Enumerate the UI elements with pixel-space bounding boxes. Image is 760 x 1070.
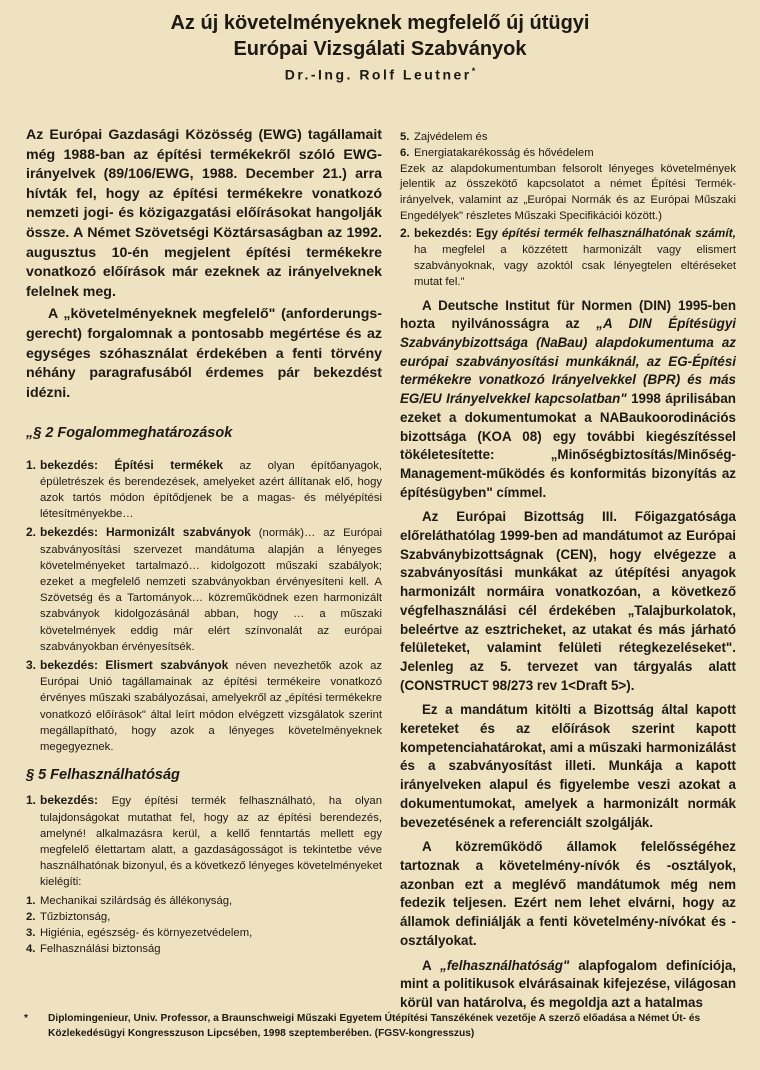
item-prefix: bekezdés:: [40, 657, 99, 672]
item-number: 6.: [400, 146, 410, 159]
item-text: Higiénia, egészség- és környezetvédelem,: [40, 926, 253, 939]
usability-list: [26, 792, 382, 890]
mandate-paragraph: Ez a mandátum kitölti a Bizottság által kapott kereteket és az előírások szerint kapott kompetenciahatárokat, ami a műszaki harmonizálást és a szabványosítást illeti. Munkája a kapott irányelveken alapul és figyelembe veszi azokat a dokumentumokat, amelyek a harmonizált normák bevezetésének a referenciált szolgálják.: [400, 702, 736, 830]
item-number: 1.: [26, 894, 36, 907]
item-prefix: bekezdés: Egy: [414, 225, 499, 240]
right-column: [400, 130, 736, 1013]
item-number: 5.: [400, 131, 410, 143]
item-text: Energiatakarékosság és hővédelem: [414, 146, 594, 159]
list-item: [26, 792, 382, 890]
item-text: az olyan építőanyagok, épületrészek és berendezések, amelyeket azért állítanak elő, hogy azok tartós módon építődjenek be a magas- és mélyépítési létesítményekbe…: [40, 459, 382, 521]
item-number: 2.: [400, 225, 411, 240]
item-prefix: bekezdés:: [40, 525, 99, 540]
item-term: Építési termékek: [114, 457, 223, 472]
usability-text-end: alapfogalom definíciója, mint a politikusok elvárásainak kifejezése, világosan körül van határolva, és megoldja azt a hatalmas: [400, 957, 736, 1010]
item-number: 1.: [26, 457, 37, 472]
usability-list-continued: [400, 225, 736, 291]
item-number: 1.: [26, 793, 37, 808]
list-item: [26, 457, 382, 523]
title-line-2: Európai Vizsgálati Szabványok: [233, 38, 527, 60]
author-line: [40, 66, 720, 83]
article-title: [40, 10, 720, 62]
title-line-1: Az új követelményeknek megfelelő új útügyi: [170, 12, 590, 34]
list-item: [26, 524, 382, 655]
item-text: Tűzbiztonság,: [40, 910, 111, 923]
item-number: 2.: [26, 525, 37, 540]
second-paragraph: A „követelményeknek megfelelő" (anforderungs-gerecht) forgalomnak a pontosabb megértése és az egységes szóhasználat érdekében a fenti törvény néhány paragrafusából érdemes pár bekezdést idézni.: [26, 306, 382, 401]
item-text: Zajvédelem és: [414, 131, 488, 143]
item-number: 2.: [26, 910, 36, 923]
list-item: [26, 925, 382, 941]
section-heading-usability: § 5 Felhasználhatóság: [26, 767, 180, 784]
usability-text-start: A: [422, 957, 432, 973]
section-heading-definitions: „§ 2 Fogalommeghatározások: [26, 425, 233, 442]
item-text: néven nevezhetők azok az Európai Unió tagállamainak az építési termékeire vonatkozó érvényes műszaki szabályozásai, amelyekről az „építési termékekre vonatkozó előírások" által leírt módon elvégzett vizsgálatok szerint megállapítható, hogy azok a lényeges követelményeknek megegyeznek.: [40, 659, 382, 753]
intro-paragraph: Az Európai Gazdasági Közösség (EWG) tagállamait még 1988-ban az építési termékekről szóló EWG-irányelvek (89/106/EWG, 1988. December 21.) arra hívták fel, hogy az építési termékekre vonatkozó nemzeti jogi- és közigazgatási előírásokat hangolják össze. A Német Szövetségi Köztársaságban az 1992. augusztus 10-én megjelent építési termékekre vonatkozó előírások már ezeknek az irányelveknek felelnek meg.: [26, 127, 382, 300]
item-prefix: bekezdés:: [40, 457, 99, 472]
requirements-list: [26, 893, 382, 957]
item-text: Egy építési termék felhasználható, ha olyan tulajdonságokat mutathat fel, hogy az az építési berendezés, amelyné! alkalmazásra kerül, a kellő fenntartás mellett egy megfelelő élettartam alatt, a gazdaságosságot is tekintetbe véve használhatónak bizonyul, és a következő lényeges követelményeket kielégíti:: [40, 795, 382, 889]
left-column: [26, 126, 382, 957]
item-text: Mechanikai szilárdság és állékonyság,: [40, 894, 233, 907]
list-item: [400, 225, 736, 291]
member-states-paragraph: A közreműködő államok felelősségéhez tartoznak a követelmény-nívók és -osztályok, azonban ezt a meglévő mandátumok még nem fedezik teljesen. Ezért nem lehet elvárni, hogy az államok definiálják a fenti követelmény-nívókat és -osztályokat.: [400, 839, 736, 948]
list-item: [400, 146, 736, 162]
footnote-text: Diplomingenieur, Univ. Professor, a Braunschweigi Műszaki Egyetem Útépítési Tanszékének vezetője A szerző előadása a Német Út- és Közlekedésügyi Kongresszuson Lipcsében, 1998 szeptemberében. (FGSV-kongresszus): [48, 1013, 701, 1039]
author-footnote-mark: *: [471, 66, 476, 76]
item-number: 3.: [26, 926, 36, 939]
item-text: Felhasználási biztonság: [40, 942, 161, 955]
list-item: [26, 657, 382, 755]
list-item: [26, 893, 382, 909]
author-name: Dr.-Ing. Rolf Leutner: [284, 66, 472, 83]
item-term: építési termék felhasználhatónak számít,: [501, 225, 736, 240]
item-number: 3.: [26, 657, 37, 672]
requirements-continued: [400, 130, 736, 162]
din-document-title: „A DIN Építésügyi Szabványbizottsága (NaBau) alapdokumentuma az európai szabványosítási munkáknál, az EG-Építési termékekre vonatkozó Irányelvekkel (BPR) és más EG/EU Irányelvekkel kapcsolatban": [400, 316, 736, 407]
item-number: 4.: [26, 942, 36, 955]
din-text-start: A Deutsche Institut für Normen (DIN) 1995-ben hozta nyilvánosságra az: [400, 297, 736, 332]
footnote: [24, 1011, 736, 1041]
din-text-end: 1998 áprilisában ezeket a dokumentumokat a NABaukoorodinációs bizottsága (KOA 08) egy további kiegészítéssel tökéletesítette: „Minőségbiztosítás/Minőség-Management-működés és konformitás bizonyítás az építésügyben" címmel.: [400, 391, 736, 500]
eu-commission-paragraph: Az Európai Bizottság III. Főigazgatósága előreláthatólag 1999-ben ad mandátumot az Európai Szabványbizottságnak (CEN), hogy elvégezze a szabványosítási munkákat az útépítési anyagok harmonizált normáira vonatkozóan, a következő végfelhasználási cél érdekében „Talajburkolatok, beleértve az esztricheket, az utakat és más járható felületeket, valamint felületi rétegkezeléseket". Jelenleg az 5. tervezet van tárgyalás alatt (CONSTRUCT 98/273 rev 1<Draft 5>).: [400, 509, 736, 693]
footnote-mark: *: [24, 1013, 28, 1024]
item-text: (normák)… az Európai szabványosítási szervezet mandátuma alapján a lényeges követelményeket tartalmazó… kidolgozott műszaki szabályok; ezeket a megfelelő nemzeti szabványokban érvényesíteni kell. A Szövetség és a Tartományok… közreműködnek ezen harmonizált szabványok kidolgozásánál abban, hogy … a műszaki követelmények eddig már elért színvonalát az európai szabványokban érvényesítsék.: [40, 527, 383, 653]
list-item: [26, 909, 382, 925]
definitions-list: [26, 457, 382, 756]
item-text: ha megfelel a közzétett harmonizált vagy elismert szabványoknak, vagy azoktól csak lényegtelen eltéréseket mutat fel.": [414, 243, 736, 289]
list-item: [400, 130, 736, 146]
list-item: [26, 941, 382, 957]
requirements-explanation: Ezek az alapdokumentumban felsorolt lényeges követelmények jelentik az összekötő kapcsolatot a német Építési Termék-irányelvek, valamint az „Európai Normák és az Európai Műszaki Engedélyek" részletes Műszaki Specifikációi között.): [400, 162, 736, 222]
usability-definition-paragraph: [400, 957, 736, 1013]
item-term: Elismert szabványok: [105, 657, 229, 672]
din-paragraph: [400, 297, 736, 503]
usability-term: „felhasználhatóság": [440, 957, 570, 973]
item-prefix: bekezdés:: [40, 793, 99, 808]
item-term: Harmonizált szabványok: [105, 525, 251, 540]
